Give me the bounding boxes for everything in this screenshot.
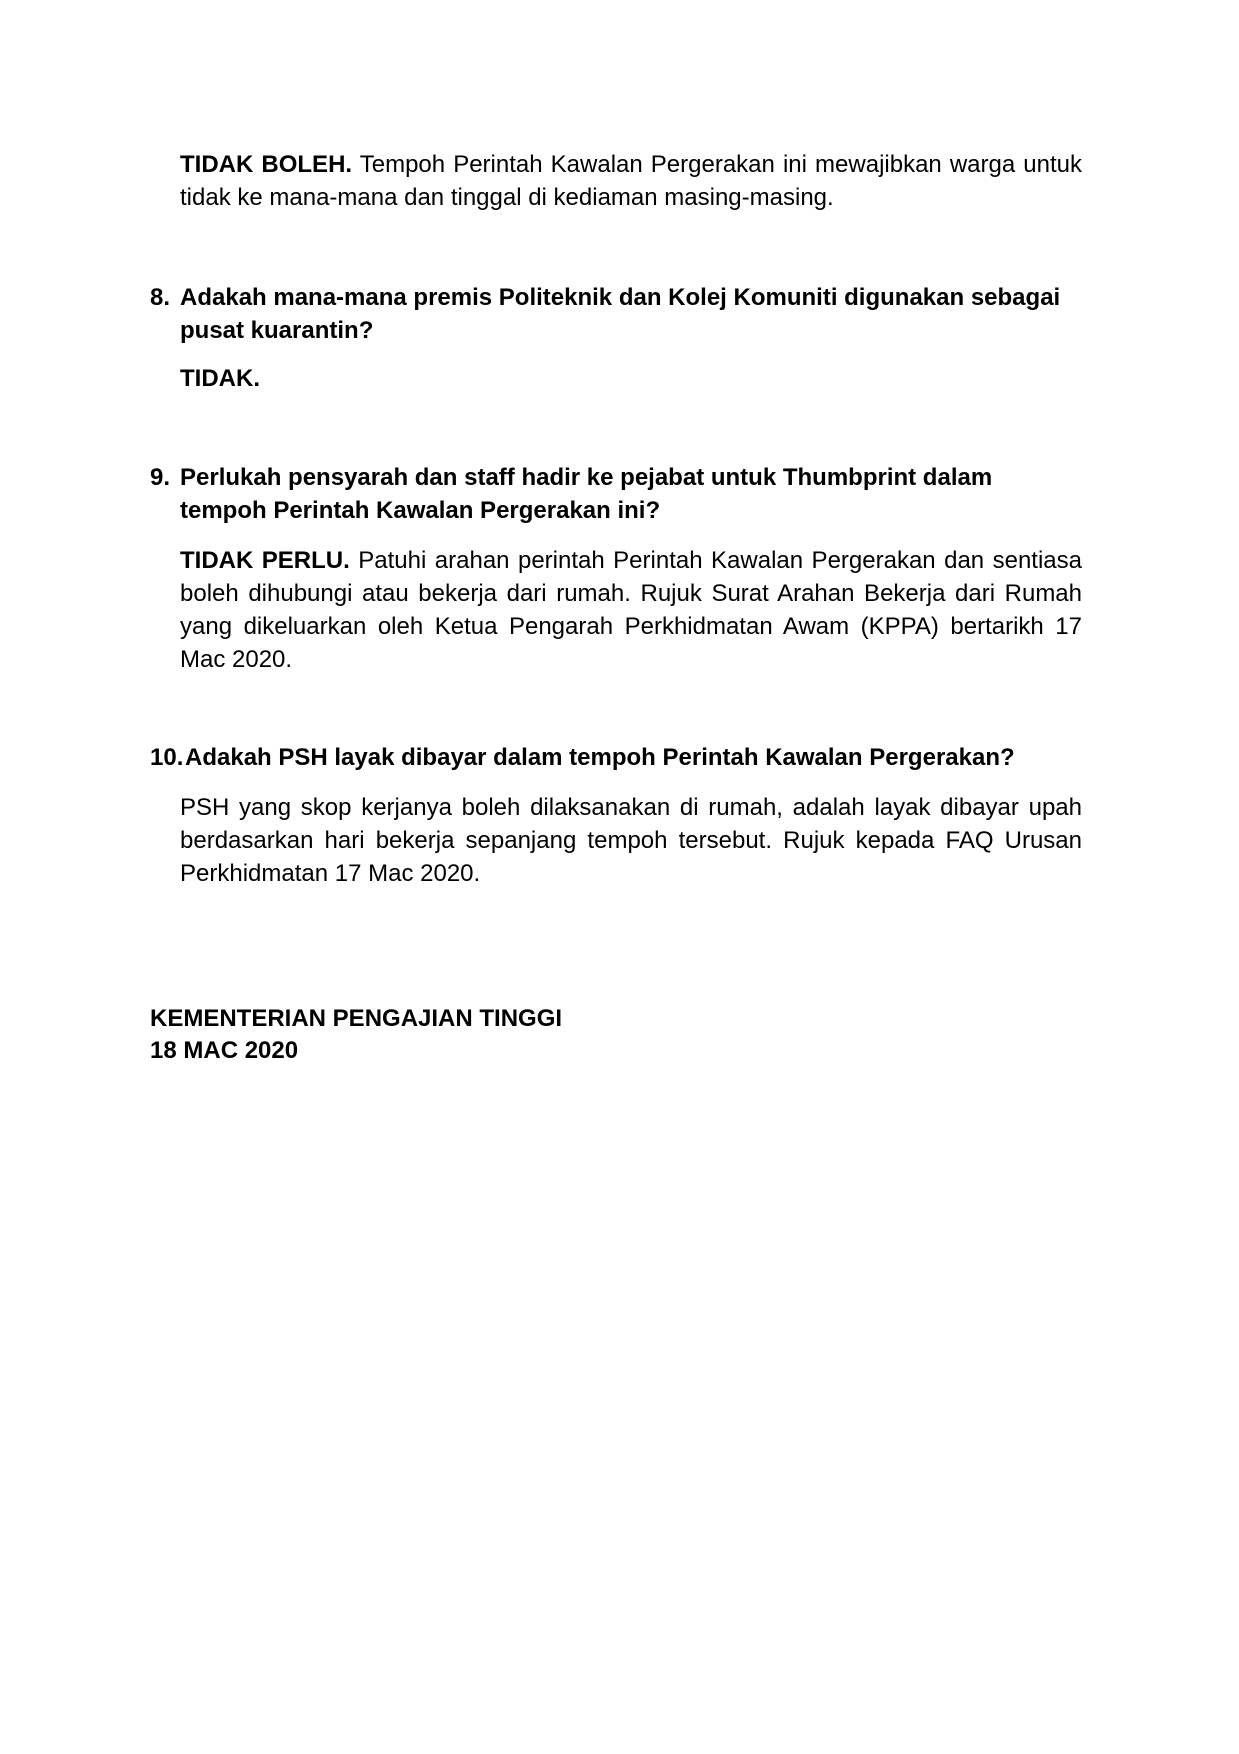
signature-date: 18 MAC 2020 bbox=[150, 1037, 299, 1064]
question-10-number: 10. bbox=[150, 744, 184, 771]
question-8-line-1: Adakah mana-mana premis Politeknik dan Kolej Komuniti digunakan sebagai bbox=[180, 284, 1061, 311]
question-8-number: 8. bbox=[150, 284, 171, 311]
question-9-number: 9. bbox=[150, 464, 171, 491]
answer-9-lead: TIDAK PERLU. bbox=[180, 547, 350, 574]
answer-9 bbox=[180, 544, 1082, 676]
signature-block bbox=[150, 1003, 562, 1067]
answer-10: PSH yang skop kerjanya boleh dilaksanakan di rumah, adalah layak dibayar upah berdasarkan hari bekerja sepanjang tempoh tersebut. Rujuk kepada FAQ Urusan Perkhidmatan 17 Mac 2020. bbox=[180, 794, 1082, 887]
answer-7 bbox=[180, 148, 1082, 214]
question-8 bbox=[150, 281, 1082, 347]
answer-9-text: Patuhi arahan perintah Perintah Kawalan Pergerakan dan sentiasa boleh dihubungi atau bekerja dari rumah. Rujuk Surat Arahan Bekerja dari Rumah yang dikeluarkan oleh Ketua Pengarah Perkhidmatan Awam (KPPA) bertarikh 17 Mac 2020. bbox=[180, 547, 1082, 673]
question-9 bbox=[150, 461, 1082, 527]
question-9-line-1: Perlukah pensyarah dan staff hadir ke pejabat untuk Thumbprint dalam bbox=[180, 464, 993, 491]
answer-8: TIDAK. bbox=[180, 365, 260, 392]
question-10-text: Adakah PSH layak dibayar dalam tempoh Perintah Kawalan Pergerakan? bbox=[185, 744, 1015, 771]
answer-7-text: Tempoh Perintah Kawalan Pergerakan ini mewajibkan warga untuk tidak ke mana-mana dan tinggal di kediaman masing-masing. bbox=[180, 151, 1083, 211]
answer-7-lead: TIDAK BOLEH. bbox=[180, 151, 353, 178]
question-8-line-2: pusat kuarantin? bbox=[180, 317, 374, 344]
signature-organization: KEMENTERIAN PENGAJIAN TINGGI bbox=[150, 1005, 563, 1032]
question-9-line-2: tempoh Perintah Kawalan Pergerakan ini? bbox=[180, 497, 661, 524]
question-10 bbox=[150, 741, 1082, 774]
